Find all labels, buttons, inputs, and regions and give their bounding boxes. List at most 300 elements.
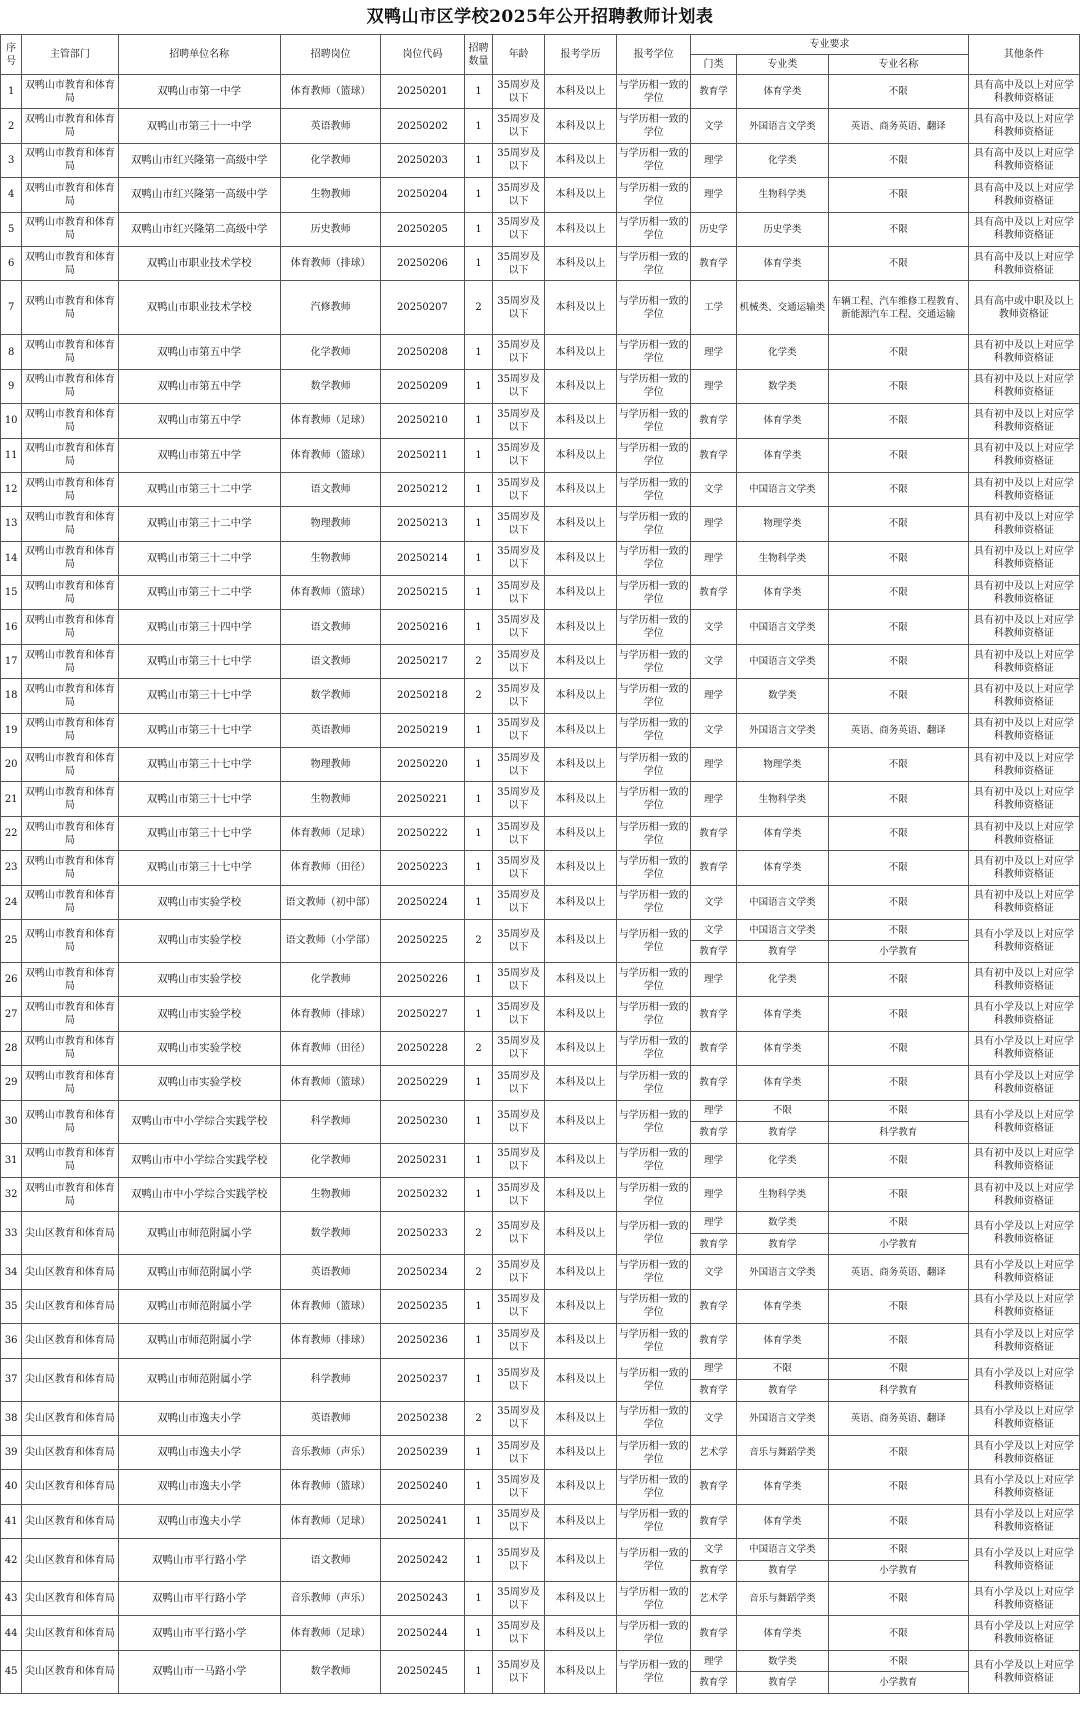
cell-edu: 本科及以上 [544, 1435, 617, 1469]
cell-seq: 23 [1, 851, 22, 885]
cell-post: 体育教师（篮球） [280, 1470, 380, 1504]
cell-seq: 34 [1, 1255, 22, 1289]
table-row [1, 713, 1080, 747]
table-row [1, 507, 1080, 541]
cell-edu: 本科及以上 [544, 212, 617, 246]
cell-degree: 与学历相一致的学位 [617, 1289, 691, 1323]
cell-code: 20250234 [381, 1255, 464, 1289]
cell-major-name: 不限 [828, 1143, 968, 1177]
cell-degree: 与学历相一致的学位 [617, 816, 691, 850]
table-row [1, 1435, 1080, 1469]
cell-seq: 41 [1, 1504, 22, 1538]
cell-other: 具有小学及以上对应学科教师资格证 [968, 1401, 1079, 1435]
cell-unit: 双鸭山市第五中学 [118, 335, 280, 369]
cell-seq: 16 [1, 610, 22, 644]
cell-unit: 双鸭山市实验学校 [118, 919, 280, 962]
cell-seq: 40 [1, 1470, 22, 1504]
cell-unit: 双鸭山市第三十七中学 [118, 782, 280, 816]
cell-count: 1 [464, 75, 493, 109]
cell-unit: 双鸭山市第三十二中学 [118, 576, 280, 610]
cell-code: 20250219 [381, 713, 464, 747]
cell-edu: 本科及以上 [544, 1539, 617, 1582]
cell-post: 数学教师 [280, 1650, 380, 1693]
cell-major-cat: 教育学 [691, 1066, 737, 1100]
cell-dept: 双鸭山市教育和体育局 [22, 1066, 118, 1100]
table-row [1, 1616, 1080, 1650]
cell-major-name: 不限 [828, 1324, 968, 1358]
cell-post: 体育教师（篮球） [280, 576, 380, 610]
table-row [1, 281, 1080, 335]
cell-degree: 与学历相一致的学位 [617, 1066, 691, 1100]
cell-other: 具有初中及以上对应学科教师资格证 [968, 1177, 1079, 1211]
cell-age: 35周岁及以下 [493, 369, 544, 403]
cell-dept: 尖山区教育和体育局 [22, 1650, 118, 1693]
table-row [1, 1324, 1080, 1358]
cell-code: 20250211 [381, 438, 464, 472]
cell-count: 1 [464, 997, 493, 1031]
cell-count: 2 [464, 644, 493, 678]
cell-count: 1 [464, 1616, 493, 1650]
cell-major-name: 不限 [828, 919, 968, 941]
cell-edu: 本科及以上 [544, 246, 617, 280]
cell-major-class: 不限 [736, 1358, 828, 1380]
cell-age: 35周岁及以下 [493, 644, 544, 678]
table-row [1, 178, 1080, 212]
cell-major-name: 不限 [828, 1435, 968, 1469]
cell-dept: 尖山区教育和体育局 [22, 1435, 118, 1469]
cell-major-cat: 理学 [691, 748, 737, 782]
cell-other: 具有初中及以上对应学科教师资格证 [968, 438, 1079, 472]
cell-unit: 双鸭山市红兴隆第二高级中学 [118, 212, 280, 246]
cell-major-name: 英语、商务英语、翻译 [828, 109, 968, 143]
cell-dept: 双鸭山市教育和体育局 [22, 748, 118, 782]
cell-edu: 本科及以上 [544, 782, 617, 816]
cell-age: 35周岁及以下 [493, 1582, 544, 1616]
cell-dept: 双鸭山市教育和体育局 [22, 143, 118, 177]
cell-unit: 双鸭山市第一中学 [118, 75, 280, 109]
cell-code: 20250203 [381, 143, 464, 177]
cell-age: 35周岁及以下 [493, 679, 544, 713]
header-age: 年龄 [493, 35, 544, 75]
cell-post: 汽修教师 [280, 281, 380, 335]
cell-other: 具有高中及以上对应学科教师资格证 [968, 75, 1079, 109]
table-body [1, 75, 1080, 1694]
cell-major-cat: 理学 [691, 679, 737, 713]
cell-major-class: 体育学类 [736, 851, 828, 885]
cell-other: 具有小学及以上对应学科教师资格证 [968, 1066, 1079, 1100]
cell-age: 35周岁及以下 [493, 335, 544, 369]
cell-degree: 与学历相一致的学位 [617, 1616, 691, 1650]
cell-dept: 尖山区教育和体育局 [22, 1616, 118, 1650]
header-dept: 主管部门 [22, 35, 118, 75]
cell-degree: 与学历相一致的学位 [617, 610, 691, 644]
cell-degree: 与学历相一致的学位 [617, 1177, 691, 1211]
cell-post: 化学教师 [280, 1143, 380, 1177]
cell-major-cat: 艺术学 [691, 1435, 737, 1469]
cell-code: 20250228 [381, 1031, 464, 1065]
cell-code: 20250215 [381, 576, 464, 610]
cell-age: 35周岁及以下 [493, 212, 544, 246]
cell-other: 具有小学及以上对应学科教师资格证 [968, 1616, 1079, 1650]
cell-major-class: 生物科学类 [736, 541, 828, 575]
cell-major-class: 体育学类 [736, 1324, 828, 1358]
cell-age: 35周岁及以下 [493, 75, 544, 109]
cell-degree: 与学历相一致的学位 [617, 404, 691, 438]
cell-major-class: 外国语言文学类 [736, 1401, 828, 1435]
cell-other: 具有小学及以上对应学科教师资格证 [968, 1324, 1079, 1358]
cell-seq: 9 [1, 369, 22, 403]
cell-code: 20250240 [381, 1470, 464, 1504]
cell-degree: 与学历相一致的学位 [617, 1401, 691, 1435]
cell-count: 2 [464, 1401, 493, 1435]
cell-count: 1 [464, 885, 493, 919]
cell-major-class: 体育学类 [736, 1470, 828, 1504]
cell-dept: 双鸭山市教育和体育局 [22, 75, 118, 109]
cell-degree: 与学历相一致的学位 [617, 644, 691, 678]
table-row [1, 1358, 1080, 1380]
cell-dept: 双鸭山市教育和体育局 [22, 997, 118, 1031]
cell-code: 20250233 [381, 1212, 464, 1255]
cell-count: 1 [464, 782, 493, 816]
cell-major-name: 不限 [828, 75, 968, 109]
table-row [1, 1650, 1080, 1672]
cell-major-name: 不限 [828, 782, 968, 816]
cell-major-name: 不限 [828, 1504, 968, 1538]
cell-major-name: 不限 [828, 962, 968, 996]
cell-count: 1 [464, 472, 493, 506]
cell-code: 20250230 [381, 1100, 464, 1143]
cell-age: 35周岁及以下 [493, 885, 544, 919]
cell-code: 20250226 [381, 962, 464, 996]
cell-code: 20250229 [381, 1066, 464, 1100]
cell-count: 1 [464, 1358, 493, 1401]
cell-major-name: 不限 [828, 679, 968, 713]
cell-count: 2 [464, 919, 493, 962]
cell-age: 35周岁及以下 [493, 1143, 544, 1177]
cell-code: 20250221 [381, 782, 464, 816]
cell-age: 35周岁及以下 [493, 1177, 544, 1211]
cell-major-class: 生物科学类 [736, 178, 828, 212]
cell-count: 2 [464, 679, 493, 713]
cell-major-cat: 理学 [691, 962, 737, 996]
cell-edu: 本科及以上 [544, 335, 617, 369]
cell-count: 1 [464, 212, 493, 246]
header-seq: 序号 [1, 35, 22, 75]
table-header [1, 35, 1080, 75]
cell-code: 20250235 [381, 1289, 464, 1323]
cell-major-class: 体育学类 [736, 75, 828, 109]
cell-major-cat: 教育学 [691, 1380, 737, 1402]
cell-seq: 44 [1, 1616, 22, 1650]
cell-other: 具有初中及以上对应学科教师资格证 [968, 541, 1079, 575]
cell-major-cat: 教育学 [691, 1233, 737, 1255]
cell-dept: 双鸭山市教育和体育局 [22, 885, 118, 919]
cell-code: 20250207 [381, 281, 464, 335]
cell-dept: 双鸭山市教育和体育局 [22, 644, 118, 678]
table-row [1, 1177, 1080, 1211]
cell-post: 体育教师（足球） [280, 404, 380, 438]
cell-code: 20250223 [381, 851, 464, 885]
cell-count: 1 [464, 1100, 493, 1143]
cell-degree: 与学历相一致的学位 [617, 1470, 691, 1504]
cell-edu: 本科及以上 [544, 1289, 617, 1323]
cell-major-cat: 教育学 [691, 851, 737, 885]
cell-major-class: 物理学类 [736, 748, 828, 782]
cell-major-cat: 教育学 [691, 1504, 737, 1538]
cell-dept: 双鸭山市教育和体育局 [22, 713, 118, 747]
cell-post: 体育教师（排球） [280, 997, 380, 1031]
table-row [1, 1401, 1080, 1435]
cell-age: 35周岁及以下 [493, 748, 544, 782]
cell-edu: 本科及以上 [544, 1212, 617, 1255]
cell-dept: 尖山区教育和体育局 [22, 1289, 118, 1323]
cell-major-class: 体育学类 [736, 246, 828, 280]
cell-code: 20250224 [381, 885, 464, 919]
cell-major-name: 英语、商务英语、翻译 [828, 1255, 968, 1289]
cell-post: 物理教师 [280, 507, 380, 541]
cell-degree: 与学历相一致的学位 [617, 1031, 691, 1065]
cell-major-cat: 教育学 [691, 246, 737, 280]
cell-major-cat: 理学 [691, 369, 737, 403]
cell-seq: 33 [1, 1212, 22, 1255]
cell-post: 化学教师 [280, 143, 380, 177]
cell-edu: 本科及以上 [544, 1582, 617, 1616]
cell-major-name: 车辆工程、汽车维修工程教育、新能源汽车工程、交通运输 [828, 281, 968, 335]
cell-age: 35周岁及以下 [493, 1358, 544, 1401]
cell-major-name: 小学教育 [828, 941, 968, 963]
cell-edu: 本科及以上 [544, 851, 617, 885]
cell-seq: 32 [1, 1177, 22, 1211]
cell-unit: 双鸭山市师范附属小学 [118, 1255, 280, 1289]
cell-degree: 与学历相一致的学位 [617, 143, 691, 177]
table-row [1, 1100, 1080, 1122]
cell-age: 35周岁及以下 [493, 782, 544, 816]
cell-edu: 本科及以上 [544, 816, 617, 850]
cell-dept: 双鸭山市教育和体育局 [22, 541, 118, 575]
cell-major-name: 不限 [828, 1616, 968, 1650]
cell-major-name: 不限 [828, 1539, 968, 1561]
cell-code: 20250231 [381, 1143, 464, 1177]
cell-other: 具有初中及以上对应学科教师资格证 [968, 748, 1079, 782]
cell-seq: 31 [1, 1143, 22, 1177]
cell-count: 2 [464, 1212, 493, 1255]
header-major-cat: 门类 [691, 55, 737, 75]
cell-post: 体育教师（足球） [280, 816, 380, 850]
cell-age: 35周岁及以下 [493, 438, 544, 472]
cell-post: 英语教师 [280, 1255, 380, 1289]
cell-major-cat: 历史学 [691, 212, 737, 246]
cell-age: 35周岁及以下 [493, 1255, 544, 1289]
table-row [1, 369, 1080, 403]
cell-code: 20250201 [381, 75, 464, 109]
cell-major-cat: 理学 [691, 143, 737, 177]
cell-unit: 双鸭山市第五中学 [118, 404, 280, 438]
cell-edu: 本科及以上 [544, 1031, 617, 1065]
cell-dept: 双鸭山市教育和体育局 [22, 404, 118, 438]
cell-major-cat: 教育学 [691, 941, 737, 963]
cell-post: 体育教师（排球） [280, 1324, 380, 1358]
cell-post: 语文教师 [280, 610, 380, 644]
cell-seq: 15 [1, 576, 22, 610]
table-row [1, 404, 1080, 438]
cell-seq: 19 [1, 713, 22, 747]
cell-seq: 43 [1, 1582, 22, 1616]
cell-edu: 本科及以上 [544, 1401, 617, 1435]
cell-major-cat: 文学 [691, 610, 737, 644]
cell-major-cat: 理学 [691, 1358, 737, 1380]
cell-other: 具有初中及以上对应学科教师资格证 [968, 816, 1079, 850]
cell-unit: 双鸭山市平行路小学 [118, 1539, 280, 1582]
cell-major-name: 不限 [828, 748, 968, 782]
cell-major-name: 不限 [828, 143, 968, 177]
cell-post: 生物教师 [280, 178, 380, 212]
cell-post: 语文教师 [280, 472, 380, 506]
cell-unit: 双鸭山市师范附属小学 [118, 1324, 280, 1358]
cell-dept: 双鸭山市教育和体育局 [22, 1177, 118, 1211]
table-row [1, 1470, 1080, 1504]
cell-major-class: 体育学类 [736, 576, 828, 610]
cell-seq: 26 [1, 962, 22, 996]
cell-major-name: 不限 [828, 1031, 968, 1065]
cell-count: 1 [464, 109, 493, 143]
cell-major-cat: 理学 [691, 541, 737, 575]
cell-degree: 与学历相一致的学位 [617, 369, 691, 403]
cell-seq: 6 [1, 246, 22, 280]
cell-dept: 双鸭山市教育和体育局 [22, 109, 118, 143]
cell-count: 1 [464, 369, 493, 403]
cell-post: 科学教师 [280, 1358, 380, 1401]
cell-degree: 与学历相一致的学位 [617, 576, 691, 610]
cell-unit: 双鸭山市逸夫小学 [118, 1435, 280, 1469]
cell-code: 20250244 [381, 1616, 464, 1650]
cell-count: 1 [464, 404, 493, 438]
cell-age: 35周岁及以下 [493, 472, 544, 506]
header-code: 岗位代码 [381, 35, 464, 75]
cell-post: 化学教师 [280, 962, 380, 996]
cell-count: 1 [464, 748, 493, 782]
cell-count: 1 [464, 507, 493, 541]
cell-major-name: 小学教育 [828, 1233, 968, 1255]
cell-major-class: 体育学类 [736, 1616, 828, 1650]
cell-major-name: 不限 [828, 1650, 968, 1672]
cell-major-cat: 教育学 [691, 75, 737, 109]
table-row [1, 212, 1080, 246]
cell-age: 35周岁及以下 [493, 1066, 544, 1100]
cell-age: 35周岁及以下 [493, 1650, 544, 1693]
cell-count: 1 [464, 610, 493, 644]
cell-major-class: 教育学 [736, 1672, 828, 1694]
cell-edu: 本科及以上 [544, 472, 617, 506]
cell-post: 语文教师 [280, 644, 380, 678]
cell-unit: 双鸭山市中小学综合实践学校 [118, 1100, 280, 1143]
header-edu: 报考学历 [544, 35, 617, 75]
cell-degree: 与学历相一致的学位 [617, 1539, 691, 1582]
cell-seq: 36 [1, 1324, 22, 1358]
cell-dept: 尖山区教育和体育局 [22, 1401, 118, 1435]
table-row [1, 576, 1080, 610]
cell-major-cat: 教育学 [691, 816, 737, 850]
cell-major-cat: 文学 [691, 472, 737, 506]
cell-major-name: 不限 [828, 1066, 968, 1100]
cell-dept: 双鸭山市教育和体育局 [22, 1143, 118, 1177]
cell-unit: 双鸭山市第三十七中学 [118, 851, 280, 885]
cell-dept: 尖山区教育和体育局 [22, 1582, 118, 1616]
cell-major-class: 体育学类 [736, 438, 828, 472]
cell-edu: 本科及以上 [544, 404, 617, 438]
cell-major-class: 音乐与舞蹈学类 [736, 1582, 828, 1616]
cell-other: 具有小学及以上对应学科教师资格证 [968, 1470, 1079, 1504]
cell-edu: 本科及以上 [544, 962, 617, 996]
cell-age: 35周岁及以下 [493, 109, 544, 143]
cell-major-cat: 文学 [691, 713, 737, 747]
cell-major-name: 小学教育 [828, 1672, 968, 1694]
cell-dept: 双鸭山市教育和体育局 [22, 610, 118, 644]
cell-code: 20250217 [381, 644, 464, 678]
cell-age: 35周岁及以下 [493, 713, 544, 747]
cell-unit: 双鸭山市职业技术学校 [118, 246, 280, 280]
cell-unit: 双鸭山市第三十四中学 [118, 610, 280, 644]
cell-degree: 与学历相一致的学位 [617, 507, 691, 541]
cell-count: 1 [464, 178, 493, 212]
cell-major-class: 教育学 [736, 1380, 828, 1402]
cell-major-cat: 文学 [691, 109, 737, 143]
cell-degree: 与学历相一致的学位 [617, 997, 691, 1031]
cell-post: 体育教师（田径） [280, 1031, 380, 1065]
cell-other: 具有初中及以上对应学科教师资格证 [968, 507, 1079, 541]
cell-dept: 双鸭山市教育和体育局 [22, 507, 118, 541]
cell-code: 20250218 [381, 679, 464, 713]
table-row [1, 610, 1080, 644]
cell-unit: 双鸭山市逸夫小学 [118, 1504, 280, 1538]
cell-other: 具有初中及以上对应学科教师资格证 [968, 335, 1079, 369]
cell-degree: 与学历相一致的学位 [617, 919, 691, 962]
cell-dept: 尖山区教育和体育局 [22, 1212, 118, 1255]
cell-edu: 本科及以上 [544, 1255, 617, 1289]
cell-edu: 本科及以上 [544, 1358, 617, 1401]
header-post: 招聘岗位 [280, 35, 380, 75]
cell-edu: 本科及以上 [544, 438, 617, 472]
cell-count: 2 [464, 1031, 493, 1065]
cell-count: 1 [464, 1143, 493, 1177]
cell-seq: 21 [1, 782, 22, 816]
cell-major-class: 体育学类 [736, 1066, 828, 1100]
cell-major-class: 中国语言文学类 [736, 919, 828, 941]
table-row [1, 335, 1080, 369]
cell-dept: 双鸭山市教育和体育局 [22, 576, 118, 610]
cell-major-class: 中国语言文学类 [736, 1539, 828, 1561]
table-row [1, 1582, 1080, 1616]
cell-major-name: 不限 [828, 438, 968, 472]
cell-major-class: 教育学 [736, 1233, 828, 1255]
cell-unit: 双鸭山市实验学校 [118, 962, 280, 996]
cell-dept: 双鸭山市教育和体育局 [22, 962, 118, 996]
cell-major-cat: 理学 [691, 178, 737, 212]
cell-age: 35周岁及以下 [493, 1435, 544, 1469]
cell-seq: 29 [1, 1066, 22, 1100]
table-row [1, 816, 1080, 850]
cell-major-cat: 教育学 [691, 1289, 737, 1323]
cell-seq: 8 [1, 335, 22, 369]
cell-degree: 与学历相一致的学位 [617, 1358, 691, 1401]
cell-major-cat: 教育学 [691, 438, 737, 472]
table-row [1, 1289, 1080, 1323]
table-row [1, 851, 1080, 885]
cell-other: 具有高中及以上对应学科教师资格证 [968, 246, 1079, 280]
cell-code: 20250237 [381, 1358, 464, 1401]
cell-dept: 双鸭山市教育和体育局 [22, 679, 118, 713]
cell-major-cat: 文学 [691, 1539, 737, 1561]
cell-degree: 与学历相一致的学位 [617, 713, 691, 747]
